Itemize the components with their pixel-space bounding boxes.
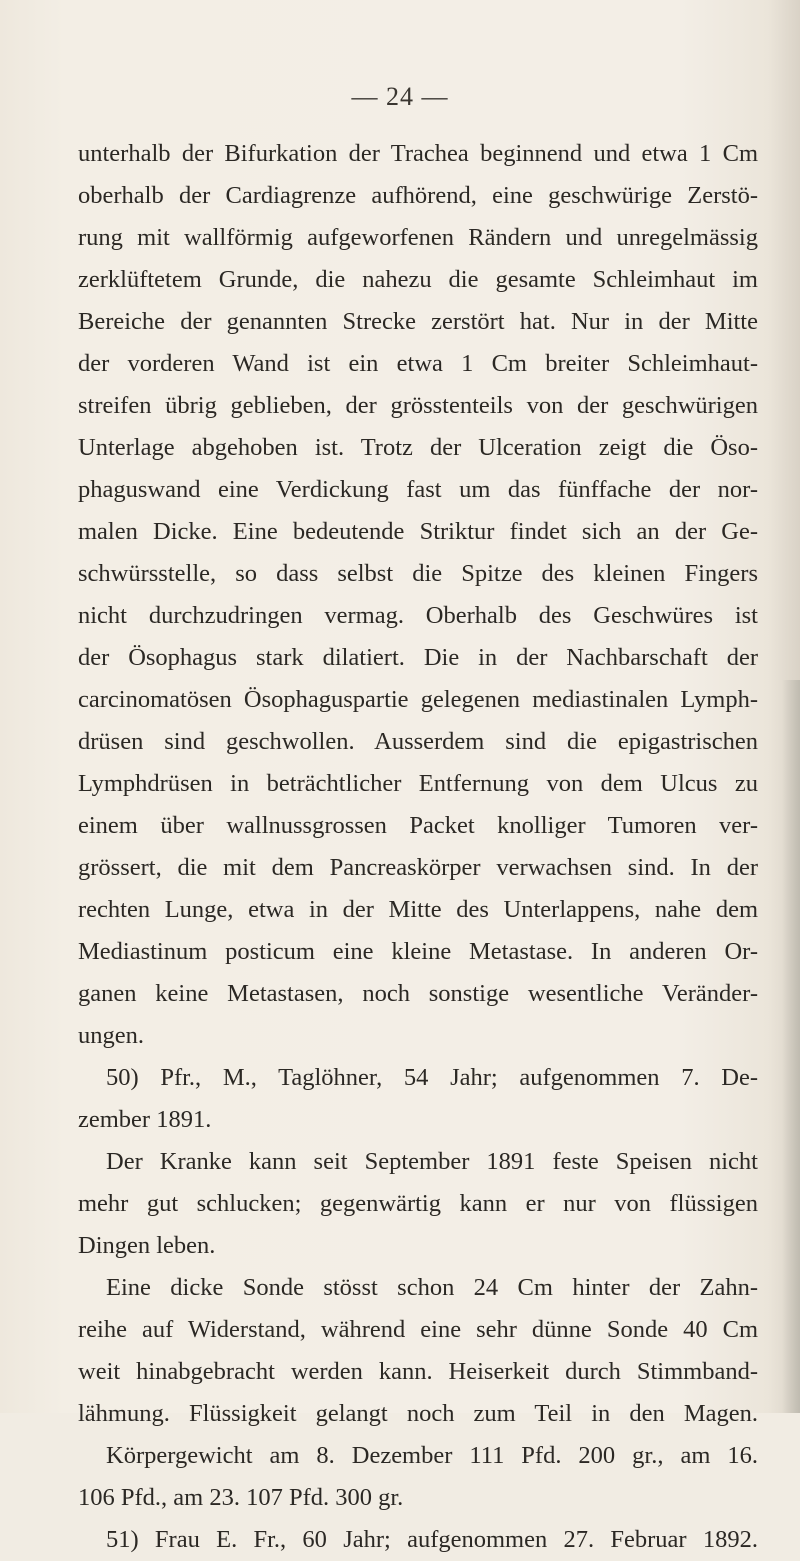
text-line: ungen. bbox=[78, 1022, 144, 1049]
text-line: zember 1891. bbox=[78, 1106, 212, 1133]
text-line: Lymphdrüsen in beträchtlicher Entfernung von dem Ulcus zu bbox=[78, 770, 758, 797]
body-text bbox=[78, 133, 758, 1561]
text-line: der Ösophagus stark dilatiert. Die in der Nachbarschaft der bbox=[78, 644, 758, 671]
text-line: mehr gut schlucken; gegenwärtig kann er nur von flüssigen bbox=[78, 1190, 758, 1217]
text-line: Dingen leben. bbox=[78, 1232, 216, 1259]
text-line: rechten Lunge, etwa in der Mitte des Unterlappens, nahe dem bbox=[78, 896, 758, 923]
text-line: rung mit wallförmig aufgeworfenen Rändern und unregelmässig bbox=[78, 224, 758, 251]
text-line: weit hinabgebracht werden kann. Heiserkeit durch Stimmband- bbox=[78, 1358, 758, 1385]
text-line: Der Kranke kann seit September 1891 feste Speisen nicht bbox=[106, 1148, 758, 1175]
text-line: lähmung. Flüssigkeit gelangt noch zum Teil in den Magen. bbox=[78, 1400, 758, 1427]
text-line: Eine dicke Sonde stösst schon 24 Cm hinter der Zahn- bbox=[106, 1274, 758, 1301]
text-line: unterhalb der Bifurkation der Trachea beginnend und etwa 1 Cm bbox=[78, 140, 758, 167]
text-line: Unterlage abgehoben ist. Trotz der Ulceration zeigt die Öso- bbox=[78, 434, 758, 461]
text-line: nicht durchzudringen vermag. Oberhalb des Geschwüres ist bbox=[78, 602, 758, 629]
text-line: phaguswand eine Verdickung fast um das fünffache der nor- bbox=[78, 476, 758, 503]
text-line: streifen übrig geblieben, der grösstenteils von der geschwürigen bbox=[78, 392, 758, 419]
text-line: reihe auf Widerstand, während eine sehr dünne Sonde 40 Cm bbox=[78, 1316, 758, 1343]
text-line: zerklüftetem Grunde, die nahezu die gesamte Schleimhaut im bbox=[78, 266, 758, 293]
text-line: Körpergewicht am 8. Dezember 111 Pfd. 200 gr., am 16. bbox=[106, 1442, 758, 1469]
text-line: 106 Pfd., am 23. 107 Pfd. 300 gr. bbox=[78, 1484, 404, 1511]
text-line: 51) Frau E. Fr., 60 Jahr; aufgenommen 27. Februar 1892. bbox=[106, 1526, 758, 1553]
text-line: grössert, die mit dem Pancreaskörper verwachsen sind. In der bbox=[78, 854, 758, 881]
text-line: Mediastinum posticum eine kleine Metastase. In anderen Or- bbox=[78, 938, 758, 965]
text-line: ganen keine Metastasen, noch sonstige wesentliche Veränder- bbox=[78, 980, 758, 1007]
text-line: malen Dicke. Eine bedeutende Striktur findet sich an der Ge- bbox=[78, 518, 758, 545]
text-line: schwürsstelle, so dass selbst die Spitze des kleinen Fingers bbox=[78, 560, 758, 587]
text-line: Bereiche der genannten Strecke zerstört hat. Nur in der Mitte bbox=[78, 308, 758, 335]
page-edge-shadow bbox=[782, 680, 800, 1413]
text-line: einem über wallnussgrossen Packet knolliger Tumoren ver- bbox=[78, 812, 758, 839]
text-line: der vorderen Wand ist ein etwa 1 Cm breiter Schleimhaut- bbox=[78, 350, 758, 377]
text-line: carcinomatösen Ösophaguspartie gelegenen mediastinalen Lymph- bbox=[78, 686, 758, 713]
text-line: drüsen sind geschwollen. Ausserdem sind die epigastrischen bbox=[78, 728, 758, 755]
page-number: — 24 — bbox=[351, 82, 449, 111]
text-line: oberhalb der Cardiagrenze aufhörend, eine geschwürige Zerstö- bbox=[78, 182, 758, 209]
text-line: 50) Pfr., M., Taglöhner, 54 Jahr; aufgenommen 7. De- bbox=[106, 1064, 758, 1091]
